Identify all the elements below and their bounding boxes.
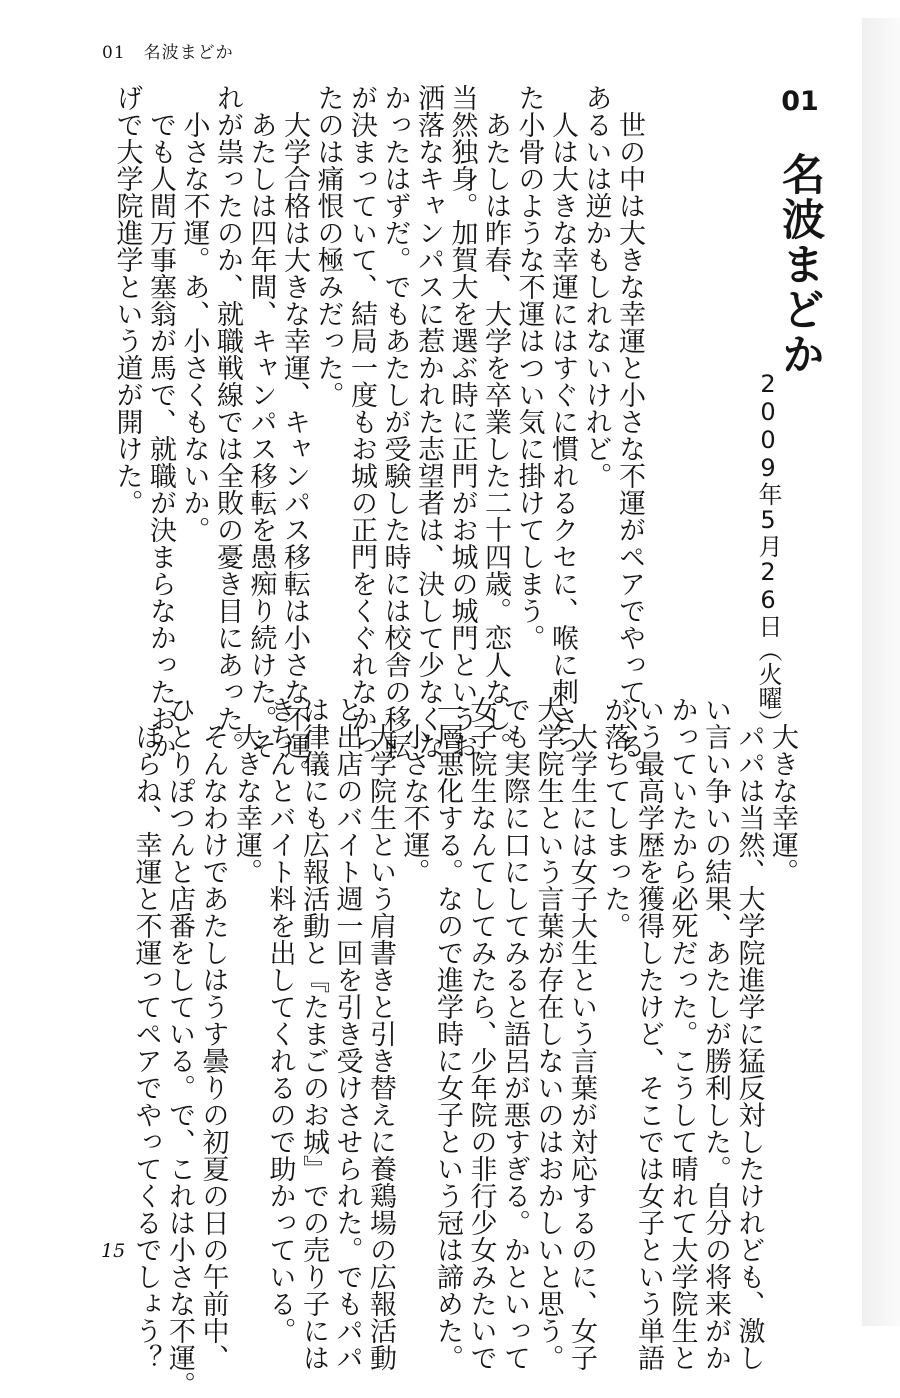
text-line: 小さな不運。 [398, 696, 430, 885]
body-text-top [110, 84, 646, 786]
body-text-bottom [129, 696, 799, 1398]
text-line: 大きな幸運。 [767, 696, 798, 885]
text-line: あたしは昨春、大学を卒業した二十四歳。恋人なし。 [480, 84, 511, 759]
text-line: い言い争いの結果、あたしが勝利した。自分の将来がか [700, 696, 731, 1371]
text-line: げで大学院進学という道が開けた。 [111, 84, 143, 516]
text-line: かったはずだ。でもあたしが受験した時には校舎の移転 [379, 84, 411, 759]
text-line: は律儀にも広報活動と『たまごのお城』での売り子には [298, 696, 329, 1371]
text-line: でも実際に口にしてみると語呂が悪すぎる。かといって [499, 696, 530, 1371]
chapter-number: 01 [781, 86, 819, 117]
page-edge-shadow [862, 18, 900, 1326]
text-line: 小さな不運。あ、小さくもないか。 [178, 84, 210, 543]
text-line: と出店のバイト週一回を引き受けさせられた。でもパパ [331, 696, 363, 1371]
text-line: 大学生には女子大生という言葉が対応するのに、女子 [566, 696, 597, 1371]
chapter-title: 名波まどか [775, 152, 825, 377]
text-line: 当然独身。加賀大を選ぶ時に正門がお城の城門というお [446, 84, 478, 759]
text-line: いう最高学歴を獲得したけど、そこでは女子という単語 [633, 696, 664, 1371]
text-line: 洒落なキャンパスに惹かれた志望者は、決して少なくな [413, 84, 444, 759]
text-line: 人は大きな幸運にはすぐに慣れるクセに、喉に刺さっ [547, 84, 578, 759]
text-line: が落ちてしまった。 [599, 696, 631, 939]
text-line: たのは痛恨の極みだった。 [312, 84, 344, 408]
text-line: ほらね、幸運と不運ってペアでやってくるでしょう？ [130, 696, 162, 1371]
text-line: 大学院生という肩書きと引き替えに養鶏場の広報活動 [365, 696, 396, 1371]
text-line: あるいは逆かもしれないけれど。 [580, 84, 612, 489]
text-line: あたしは四年間、キャンパス移転を愚痴り続けた。そ [245, 84, 277, 759]
page-number: 15 [101, 1240, 126, 1262]
header-chapter-name: 名波まどか [143, 43, 234, 63]
running-header [102, 38, 234, 63]
text-line: きちんとバイト料を出してくれるので助かっている。 [264, 696, 296, 1344]
text-line: そんなわけであたしはうす曇りの初夏の日の午前中、 [197, 696, 229, 1371]
text-line: が決まっていて、結局一度もお城の正門をくぐれなかっ [346, 84, 377, 759]
text-line: パパは当然、大学院進学に猛反対したけれども、激し [733, 696, 765, 1371]
text-line: 大学院生という言葉が存在しないのはおかしいと思う。 [532, 696, 564, 1371]
header-chapter-number: 01 [102, 43, 126, 63]
text-line: 大学合格は大きな幸運、キャンパス移転は小さな不運。 [279, 84, 310, 786]
text-line: 世の中は大きな幸運と小さな不運がペアでやってくる。 [614, 84, 645, 786]
text-line: 大きな幸運。 [231, 696, 262, 885]
text-line: れが祟ったのか、就職戦線では全敗の憂き目にあった。 [212, 84, 243, 759]
text-line: た小骨のような不運はつい気に掛けてしまう。 [513, 84, 545, 651]
text-line: 一層悪化する。なので進学時に女子という冠は諦めた。 [432, 696, 463, 1371]
chapter-date: 2009年5月26日（火曜） [754, 370, 782, 734]
text-line: ひとりぽつんと店番をしている。で、これは小さな不運。 [164, 696, 195, 1398]
text-line: 女子院生なんてしてみたら、少年院の非行少女みたいで [465, 696, 497, 1371]
text-line: かっていたから必死だった。こうして晴れて大学院生と [666, 696, 698, 1371]
text-line: でも人間万事塞翁が馬で、就職が決まらなかったおか [145, 84, 176, 759]
